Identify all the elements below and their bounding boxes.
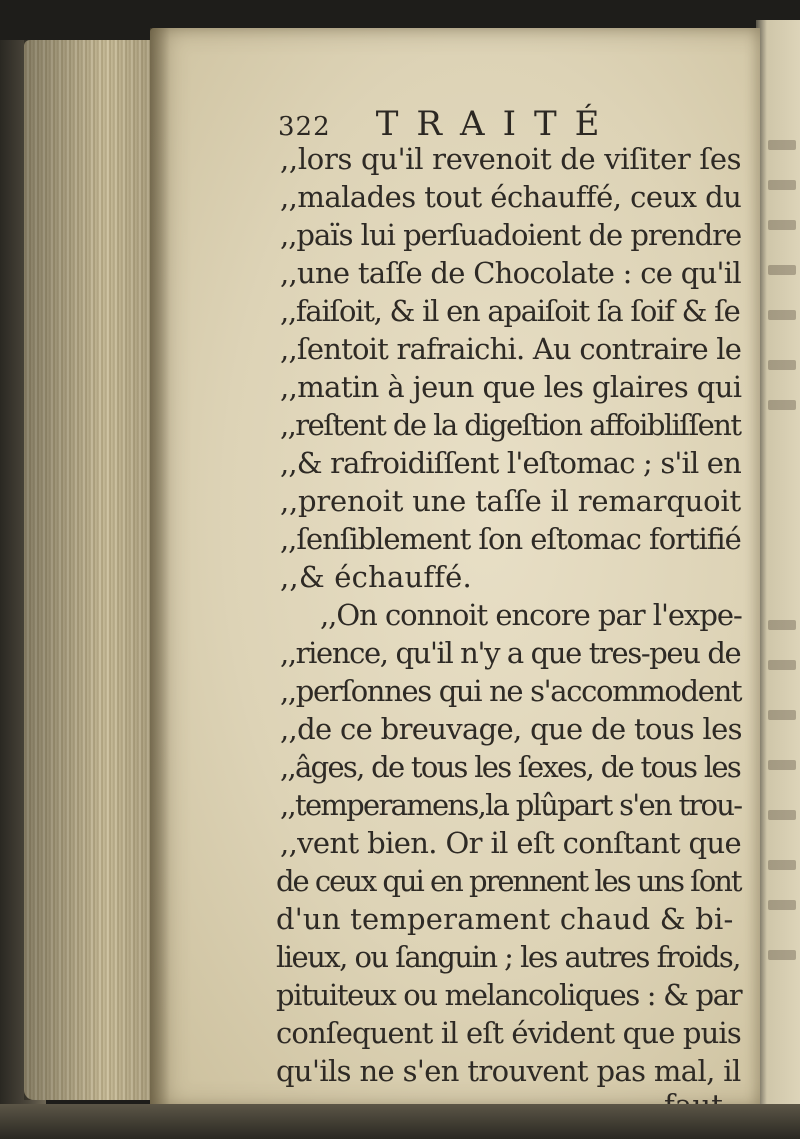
text-line: ,,& rafroidiſſent l'eſtomac ; s'il en <box>280 446 741 480</box>
facing-page-edge <box>756 20 800 1120</box>
bleed-mark <box>768 310 796 320</box>
text-line: ,,ſentoit rafraichi. Au contraire le <box>280 332 742 366</box>
bleed-mark <box>768 710 796 720</box>
text-line: ,,temperamens,la plûpart s'en trou- <box>280 788 742 822</box>
bleed-mark <box>768 660 796 670</box>
text-line: ,,lors qu'il revenoit de viſiter ſes <box>280 142 742 176</box>
text-line: ,,une taſſe de Chocolate : ce qu'il <box>280 256 741 290</box>
bleed-mark <box>768 950 796 960</box>
text-line: ,,païs lui perſuadoient de prendre <box>280 218 742 252</box>
bleed-mark <box>768 360 796 370</box>
running-head-title: TRAITÉ <box>375 104 618 144</box>
bleed-mark <box>768 900 796 910</box>
text-line: lieux, ou ſanguin ; les autres froids, <box>276 940 740 974</box>
bleed-mark <box>768 810 796 820</box>
bleed-mark <box>768 180 796 190</box>
text-line: ,,rience, qu'il n'y a que tres-peu de <box>280 636 741 670</box>
text-line: ,,malades tout échauffé, ceux du <box>280 180 742 214</box>
text-line: ,,& échauffé. <box>280 560 472 594</box>
bleed-mark <box>768 220 796 230</box>
text-line: ,,perſonnes qui ne s'accommodent <box>280 674 742 708</box>
bleed-mark <box>768 760 796 770</box>
text-line: conſequent il eſt évident que puis <box>276 1016 741 1050</box>
bleed-mark <box>768 265 796 275</box>
text-line: ,,ſenſiblement ſon eſtomac fortifié <box>280 522 741 556</box>
text-line: ,,vent bien. Or il eſt conſtant que <box>280 826 742 860</box>
text-line: ,,On connoit encore par l'expe- <box>320 598 742 632</box>
text-line: ,,faiſoit, & il en apaiſoit ſa ſoif & ſe <box>280 294 740 328</box>
bleed-mark <box>768 620 796 630</box>
page-gutter-shadow <box>150 28 170 1108</box>
page-number: 322 <box>278 112 331 142</box>
bleed-mark <box>768 860 796 870</box>
text-line: ,,âges, de tous les ſexes, de tous les <box>280 750 741 784</box>
text-line: qu'ils ne s'en trouvent pas mal, il <box>276 1054 741 1088</box>
text-line: ,,reſtent de la digeſtion affoibliſſent <box>280 408 741 442</box>
text-line: ,,prenoit une taſſe il remarquoit <box>280 484 741 518</box>
text-line: pituiteux ou melancoliques : & par <box>276 978 742 1012</box>
text-line: ,,de ce breuvage, que de tous les <box>280 712 742 746</box>
text-line: d'un temperament chaud & bi- <box>276 902 734 936</box>
text-line: de ceux qui en prennent les uns ſont <box>276 864 741 898</box>
text-line: ,,matin à jeun que les glaires qui <box>280 370 742 404</box>
dark-background-bottom <box>0 1104 800 1139</box>
bleed-mark <box>768 400 796 410</box>
bleed-mark <box>768 140 796 150</box>
